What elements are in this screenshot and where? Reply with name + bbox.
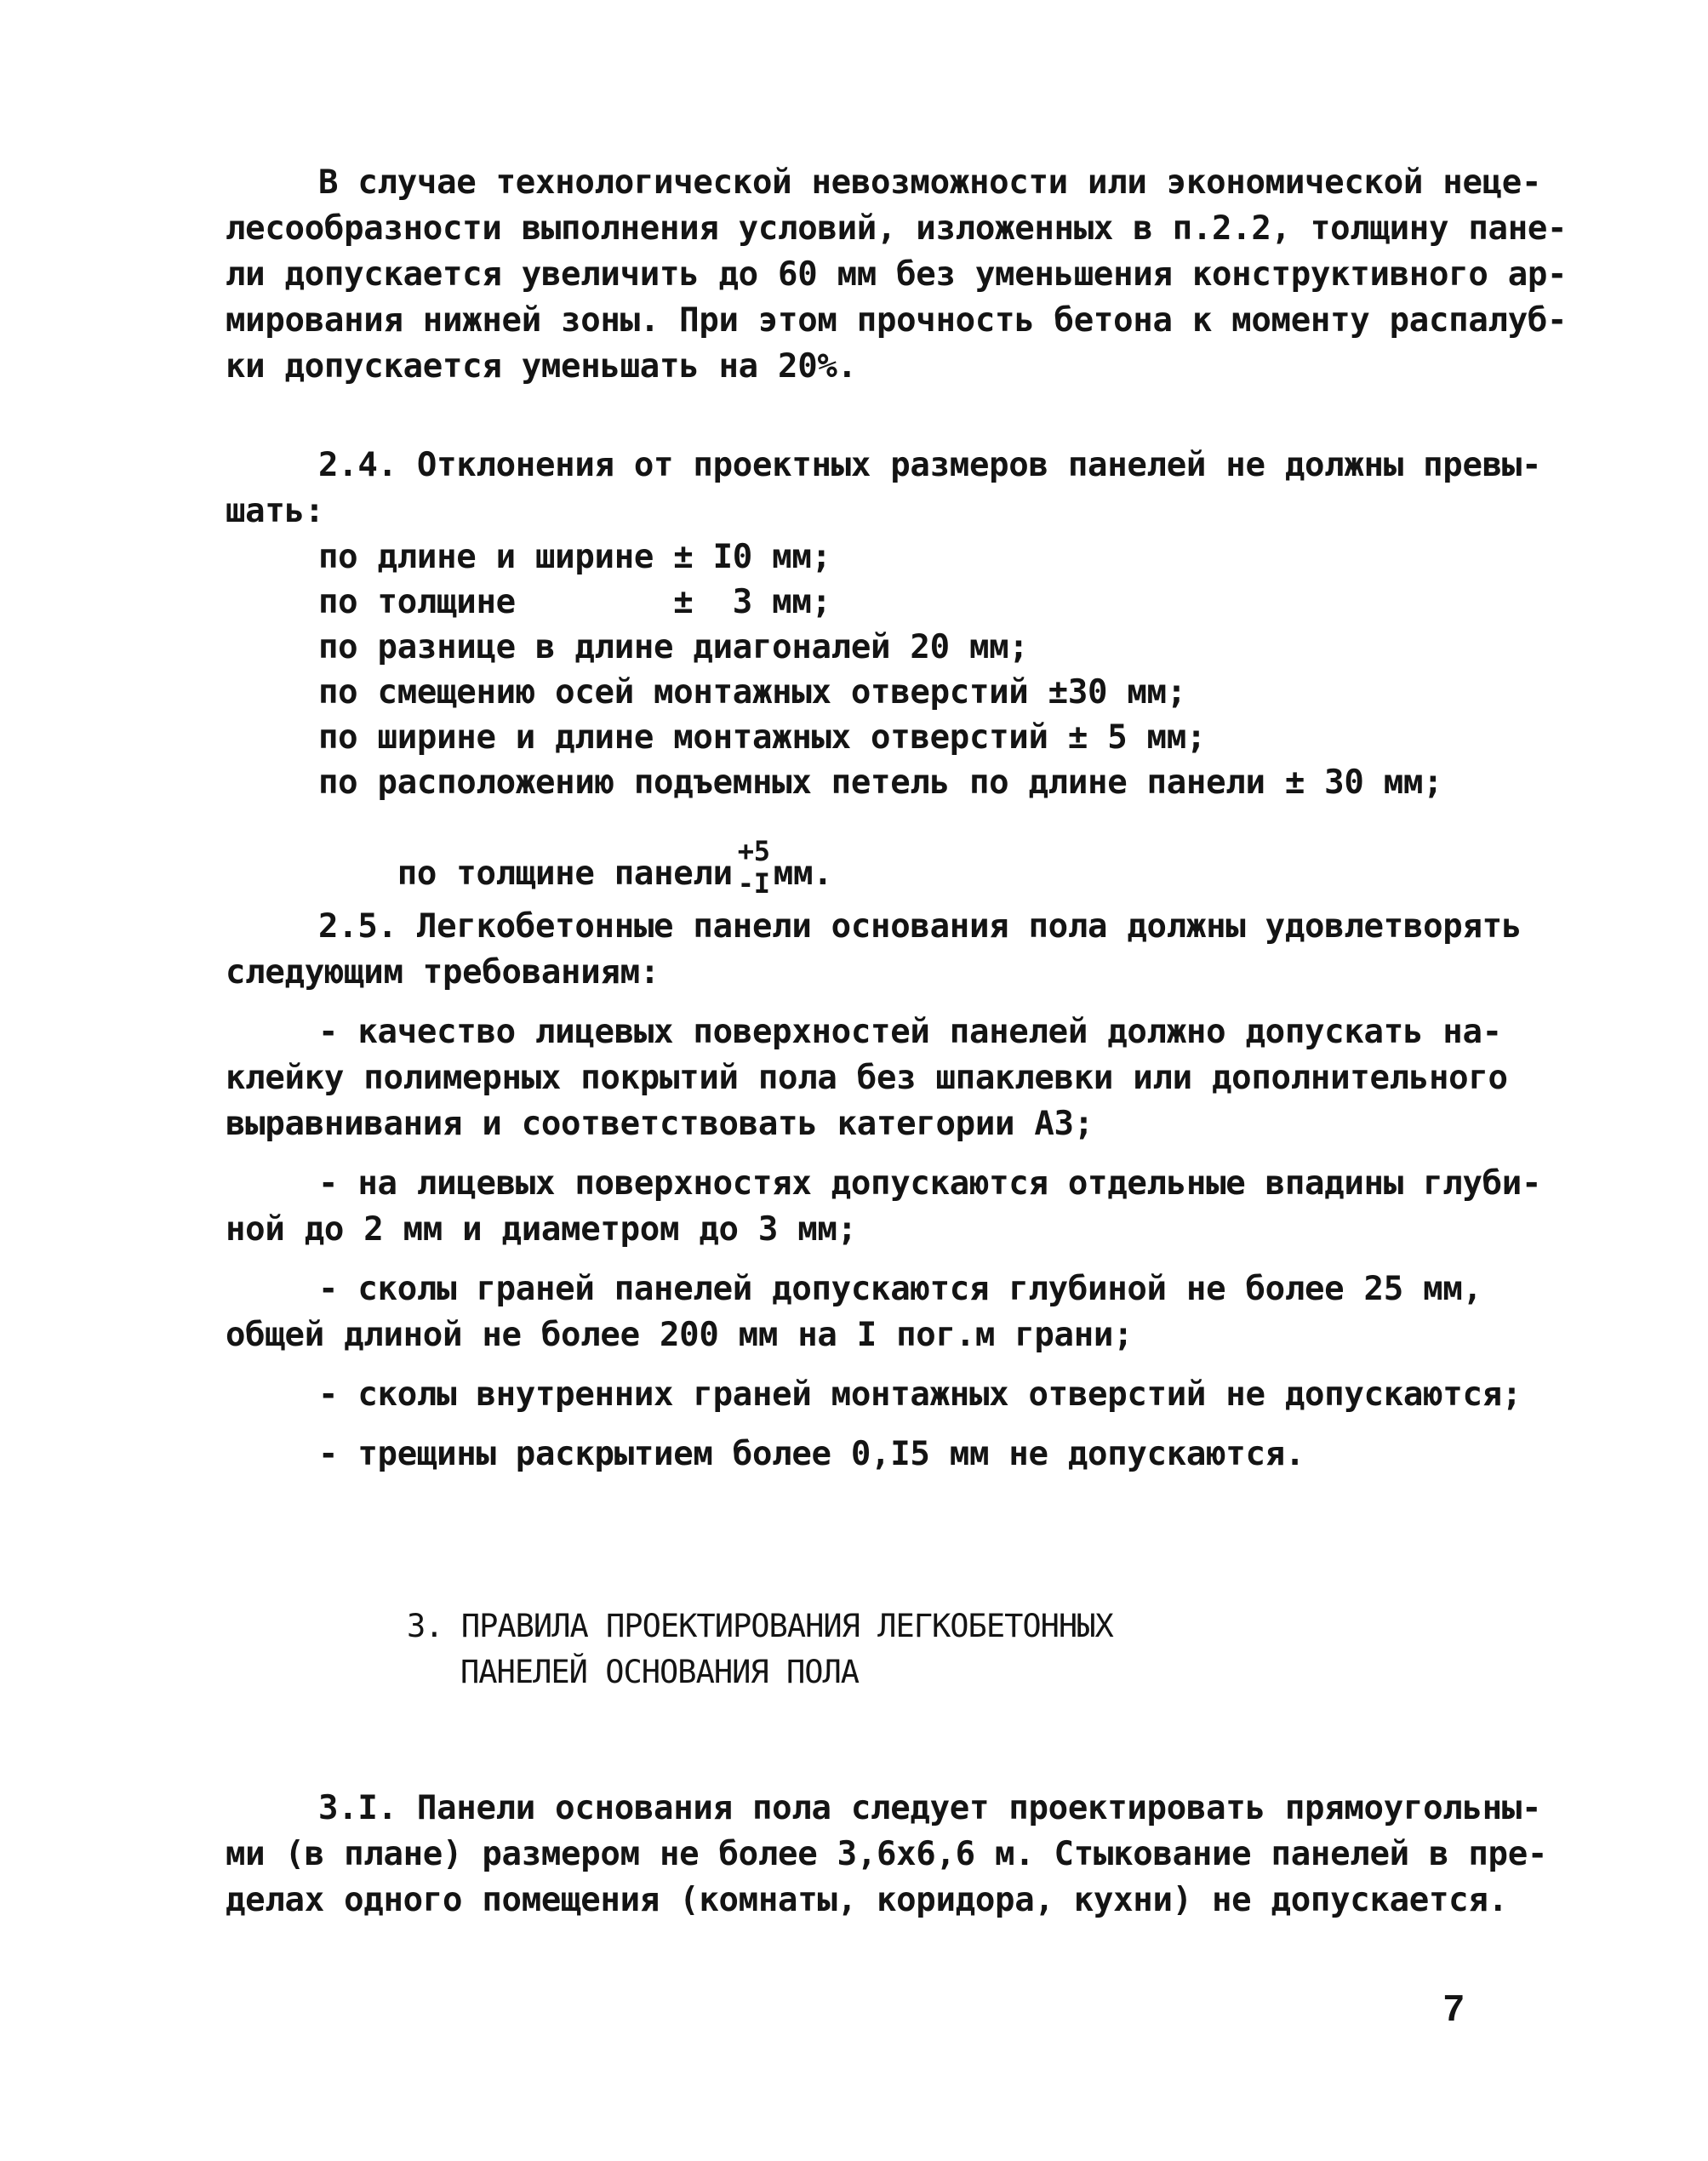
bullet-3-line-2: общей длиной не более 200 мм на I пог.м грани; bbox=[226, 1316, 1134, 1354]
bullet-1-line-3: выравнивания и соответствовать категории А3; bbox=[226, 1105, 1094, 1143]
section-3-heading-line-1: 3. ПРАВИЛА ПРОЕКТИРОВАНИЯ ЛЕГКОБЕТОННЫХ bbox=[407, 1608, 1113, 1644]
page-number: 7 bbox=[1443, 1987, 1465, 2029]
tolerance-label: по толщине панели bbox=[397, 855, 733, 893]
bullet-4-line-1: - сколы внутренних граней монтажных отверстий не допускаются; bbox=[318, 1375, 1522, 1414]
tolerance-item: по разнице в длине диагоналей 20 мм; bbox=[318, 628, 1029, 666]
tolerance-fraction bbox=[737, 835, 770, 900]
bullet-1-line-2: клейку полимерных покрытий пола без шпаклевки или дополнительного bbox=[226, 1059, 1508, 1097]
paragraph-1-line-4: мирования нижней зоны. При этом прочность бетона к моменту распалуб- bbox=[226, 301, 1568, 340]
section-2-4-line-2: шать: bbox=[226, 492, 324, 530]
paragraph-1-line-5: ки допускается уменьшать на 20%. bbox=[226, 347, 857, 386]
section-3-1-line-3: делах одного помещения (комнаты, коридора, кухни) не допускается. bbox=[226, 1881, 1508, 1919]
tolerance-item: по ширине и длине монтажных отверстий ± 5 мм; bbox=[318, 718, 1207, 757]
tolerance-item: по смещению осей монтажных отверстий ±30 мм; bbox=[318, 673, 1186, 712]
tolerance-unit: мм. bbox=[773, 855, 833, 893]
paragraph-1-line-2: лесообразности выполнения условий, изложенных в п.2.2, толщину пане- bbox=[226, 209, 1568, 248]
tolerance-item: по длине и ширине ± I0 мм; bbox=[318, 538, 831, 576]
section-3-heading-line-2: ПАНЕЛЕЙ ОСНОВАНИЯ ПОЛА bbox=[460, 1654, 860, 1690]
bullet-3-line-1: - сколы граней панелей допускаются глубиной не более 25 мм, bbox=[318, 1270, 1482, 1308]
section-2-4-line-1: 2.4. Отклонения от проектных размеров панелей не должны превы- bbox=[318, 446, 1542, 484]
tolerance-item: по толщине ± 3 мм; bbox=[318, 583, 831, 621]
section-2-5-line-2: следующим требованиям: bbox=[226, 953, 660, 992]
tolerance-item: по расположению подъемных петель по длине панели ± 30 мм; bbox=[318, 763, 1443, 802]
section-2-5-line-1: 2.5. Легкобетонные панели основания пола должны удовлетворять bbox=[318, 907, 1522, 946]
bullet-5-line-1: - трещины раскрытием более 0,I5 мм не допускаются. bbox=[318, 1435, 1305, 1473]
bullet-1-line-1: - качество лицевых поверхностей панелей должно допускать на- bbox=[318, 1013, 1502, 1051]
bullet-2-line-2: ной до 2 мм и диаметром до 3 мм; bbox=[226, 1210, 857, 1249]
tolerance-minus: -I bbox=[737, 867, 770, 900]
section-3-1-line-2: ми (в плане) размером не более 3,6х6,6 м. Стыкование панелей в пре- bbox=[226, 1835, 1548, 1873]
section-3-1-line-1: 3.I. Панели основания пола следует проектировать прямоугольны- bbox=[318, 1789, 1542, 1827]
paragraph-1-line-3: ли допускается увеличить до 60 мм без уменьшения конструктивного ар- bbox=[226, 255, 1568, 294]
tolerance-plus: +5 bbox=[737, 835, 770, 867]
bullet-2-line-1: - на лицевых поверхностях допускаются отдельные впадины глуби- bbox=[318, 1164, 1542, 1203]
paragraph-1-line-1: В случае технологической невозможности или экономической неце- bbox=[318, 163, 1542, 202]
